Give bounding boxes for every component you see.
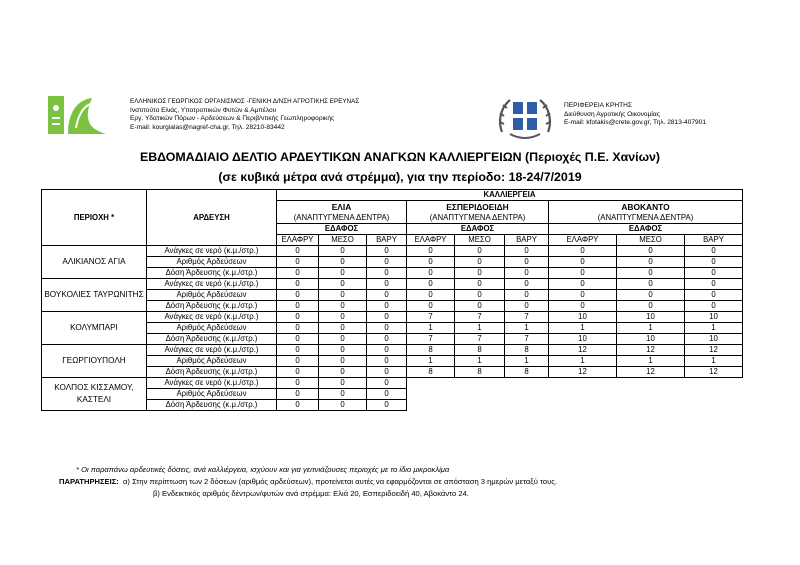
table-row: [42, 290, 743, 301]
remarks-label: ΠΑΡΑΤΗΡΗΣΕΙΣ:: [59, 477, 119, 486]
value-cell: 12: [617, 367, 685, 378]
crop-name-olive: ΕΛΙΑ: [277, 201, 407, 214]
value-cell: 12: [549, 345, 617, 356]
region-header-text: [564, 102, 706, 128]
value-cell: 10: [617, 334, 685, 345]
crop-name-citrus: ΕΣΠΕΡΙΔΟΕΙΔΗ: [407, 201, 549, 214]
value-cell: 0: [505, 301, 549, 312]
irrigation-column-header: ΑΡΔΕΥΣΗ: [147, 190, 277, 246]
value-cell: 0: [549, 268, 617, 279]
header-left-line: E-mail: kourgialas@nagref-cha.gr, Τηλ. 28210-83442: [130, 123, 285, 131]
value-cell: 0: [367, 378, 407, 389]
header-right-line: ΠΕΡΙΦΕΡΕΙΑ ΚΡΗΤΗΣ: [564, 102, 632, 109]
value-cell: 0: [617, 268, 685, 279]
header-left-line: Ινστιτούτο Ελιάς, Υποτροπικών Φυτών & Αμπέλου: [130, 106, 277, 114]
value-cell: 0: [367, 301, 407, 312]
value-cell: 0: [455, 301, 505, 312]
table-row: [42, 389, 743, 400]
table-row: [42, 334, 743, 345]
table-row: [42, 257, 743, 268]
value-cell: 1: [685, 356, 743, 367]
metric-label: Δόση Άρδευσης (κ.μ./στρ.): [147, 400, 277, 411]
value-cell: 0: [319, 268, 367, 279]
metric-label: Αριθμός Αρδεύσεων: [147, 290, 277, 301]
empty-cell: [549, 400, 617, 411]
metric-label: Ανάγκες σε νερό (κ.μ./στρ.): [147, 345, 277, 356]
value-cell: 0: [685, 290, 743, 301]
crops-header: ΚΑΛΛΙΕΡΓΕΙΑ: [277, 190, 743, 201]
value-cell: 1: [617, 323, 685, 334]
institute-header: [46, 94, 466, 136]
value-cell: 1: [407, 356, 455, 367]
value-cell: 0: [319, 323, 367, 334]
metric-label: Αριθμός Αρδεύσεων: [147, 356, 277, 367]
table-row: [42, 400, 743, 411]
value-cell: 0: [617, 257, 685, 268]
value-cell: 1: [549, 356, 617, 367]
value-cell: 0: [319, 367, 367, 378]
value-cell: 7: [407, 334, 455, 345]
value-cell: 0: [277, 279, 319, 290]
crop-subtitle: (ΑΝΑΠΤΥΓΜΕΝΑ ΔΕΝΤΡΑ): [407, 213, 549, 224]
soil-type-header: ΒΑΡΥ: [367, 235, 407, 246]
metric-label: Ανάγκες σε νερό (κ.μ./στρ.): [147, 312, 277, 323]
value-cell: 0: [319, 279, 367, 290]
soil-type-header: ΕΛΑΦΡΥ: [277, 235, 319, 246]
soil-type-header: ΒΑΡΥ: [505, 235, 549, 246]
value-cell: 0: [277, 367, 319, 378]
value-cell: 0: [549, 279, 617, 290]
header-left-line: Εργ. Υδατικών Πόρων - Αρδεύσεων & Περιβ/ντικής Γεωπληροφορικής: [130, 115, 335, 123]
table-row: [42, 345, 743, 356]
footnote: * Οι παραπάνω αρδευτικές δόσεις, ανά καλλιέργεια, ισχύουν και για γειτνιάζουσες περιοχές με το ίδιο μικροκλίμα: [76, 465, 450, 474]
header-left-line: ΕΛΛΗΝΙΚΟΣ ΓΕΩΡΓΙΚΟΣ ΟΡΓΑΝΙΣΜΟΣ -ΓΕΝΙΚΗ Δ/ΝΣΗ ΑΓΡΟΤΙΚΗΣ ΕΡΕΥΝΑΣ: [130, 98, 360, 105]
table-row: [42, 301, 743, 312]
value-cell: 0: [319, 345, 367, 356]
value-cell: 0: [455, 290, 505, 301]
value-cell: 0: [407, 279, 455, 290]
value-cell: 12: [685, 367, 743, 378]
value-cell: 7: [505, 312, 549, 323]
value-cell: 0: [319, 290, 367, 301]
value-cell: 10: [549, 312, 617, 323]
region-name: ΓΕΩΡΓΙΟΥΠΟΛΗ: [42, 345, 147, 378]
value-cell: 0: [455, 279, 505, 290]
value-cell: 0: [617, 301, 685, 312]
metric-label: Ανάγκες σε νερό (κ.μ./στρ.): [147, 378, 277, 389]
region-name: ΚΟΛΠΟΣ ΚΙΣΣΑΜΟΥ, ΚΑΣΤΕΛΙ: [42, 378, 147, 411]
value-cell: 0: [505, 290, 549, 301]
value-cell: 0: [277, 290, 319, 301]
metric-label: Δόση Άρδευσης (κ.μ./στρ.): [147, 334, 277, 345]
value-cell: 0: [505, 246, 549, 257]
value-cell: 0: [685, 257, 743, 268]
value-cell: 7: [455, 312, 505, 323]
empty-cell: [685, 378, 743, 389]
value-cell: 0: [549, 257, 617, 268]
table-row: [42, 279, 743, 290]
value-cell: 0: [367, 345, 407, 356]
value-cell: 0: [319, 400, 367, 411]
soil-type-header: ΕΛΑΦΡΥ: [549, 235, 617, 246]
table-row: [42, 367, 743, 378]
table-row: [42, 246, 743, 257]
table-row: [42, 312, 743, 323]
value-cell: 8: [455, 367, 505, 378]
value-cell: 0: [277, 268, 319, 279]
remark-b: β) Ενδεικτικός αριθμός δέντρων/φυτών ανά στρέμμα: Ελιά 20, Εσπεριδοειδή 40, Αβοκάντο 24.: [153, 489, 469, 498]
empty-cell: [407, 400, 455, 411]
metric-label: Δόση Άρδευσης (κ.μ./στρ.): [147, 367, 277, 378]
value-cell: 10: [617, 312, 685, 323]
table-row: [42, 356, 743, 367]
greek-seal-icon: [496, 94, 554, 142]
value-cell: 1: [505, 356, 549, 367]
empty-cell: [407, 389, 455, 400]
table-row: [42, 323, 743, 334]
value-cell: 0: [319, 312, 367, 323]
table-row: [42, 378, 743, 389]
table-row: [42, 268, 743, 279]
document-subtitle: (σε κυβικά μέτρα ανά στρέμμα), για την περίοδο: 18-24/7/2019: [218, 170, 582, 184]
value-cell: 0: [277, 323, 319, 334]
empty-cell: [549, 378, 617, 389]
header-right-line: E-mail: kfotakis@crete.gov.gr, Τηλ. 2813-407901: [564, 119, 707, 127]
value-cell: 12: [549, 367, 617, 378]
value-cell: 0: [367, 334, 407, 345]
value-cell: 0: [685, 246, 743, 257]
crop-name-avocado: ΑΒΟΚΑΝΤΟ: [549, 201, 743, 214]
value-cell: 1: [407, 323, 455, 334]
empty-cell: [685, 400, 743, 411]
value-cell: 0: [367, 268, 407, 279]
region-name: ΒΟΥΚΟΛΙΕΣ ΤΑΥΡΩΝΙΤΗΣ: [42, 279, 147, 312]
value-cell: 0: [277, 356, 319, 367]
value-cell: 0: [367, 290, 407, 301]
value-cell: 0: [277, 378, 319, 389]
value-cell: 1: [505, 323, 549, 334]
empty-cell: [617, 389, 685, 400]
value-cell: 0: [685, 279, 743, 290]
value-cell: 0: [549, 301, 617, 312]
value-cell: 0: [319, 389, 367, 400]
soil-type-header: ΜΕΣΟ: [617, 235, 685, 246]
region-column-header: ΠΕΡΙΟΧΗ *: [42, 190, 147, 246]
header-right-line: Διεύθυνση Αγροτικής Οικονομίας: [564, 110, 660, 118]
value-cell: 0: [319, 334, 367, 345]
value-cell: 0: [367, 400, 407, 411]
value-cell: 8: [407, 367, 455, 378]
value-cell: 0: [407, 268, 455, 279]
empty-cell: [407, 378, 455, 389]
value-cell: 0: [455, 268, 505, 279]
value-cell: 0: [277, 312, 319, 323]
soil-header: ΕΔΑΦΟΣ: [407, 224, 549, 235]
value-cell: 0: [367, 367, 407, 378]
value-cell: 1: [685, 323, 743, 334]
crop-subtitle: (ΑΝΑΠΤΥΓΜΕΝΑ ΔΕΝΤΡΑ): [277, 213, 407, 224]
value-cell: 0: [277, 389, 319, 400]
institute-header-text: [130, 98, 359, 132]
remark-a-line: [59, 476, 557, 488]
value-cell: 0: [277, 334, 319, 345]
value-cell: 1: [617, 356, 685, 367]
soil-type-header: ΜΕΣΟ: [455, 235, 505, 246]
soil-type-header: ΒΑΡΥ: [685, 235, 743, 246]
value-cell: 8: [407, 345, 455, 356]
value-cell: 0: [277, 301, 319, 312]
value-cell: 0: [617, 290, 685, 301]
value-cell: 8: [505, 345, 549, 356]
value-cell: 0: [549, 290, 617, 301]
soil-header: ΕΔΑΦΟΣ: [277, 224, 407, 235]
metric-label: Ανάγκες σε νερό (κ.μ./στρ.): [147, 246, 277, 257]
region-header: [496, 94, 776, 142]
value-cell: 0: [367, 279, 407, 290]
value-cell: 0: [407, 301, 455, 312]
value-cell: 0: [319, 378, 367, 389]
empty-cell: [505, 389, 549, 400]
region-name: ΚΟΛΥΜΠΑΡΙ: [42, 312, 147, 345]
value-cell: 0: [277, 246, 319, 257]
metric-label: Ανάγκες σε νερό (κ.μ./στρ.): [147, 279, 277, 290]
empty-cell: [505, 400, 549, 411]
soil-type-header: ΜΕΣΟ: [319, 235, 367, 246]
value-cell: 10: [685, 312, 743, 323]
value-cell: 0: [367, 312, 407, 323]
value-cell: 1: [455, 323, 505, 334]
metric-label: Δόση Άρδευσης (κ.μ./στρ.): [147, 268, 277, 279]
value-cell: 0: [367, 246, 407, 257]
value-cell: 8: [505, 367, 549, 378]
value-cell: 0: [617, 246, 685, 257]
value-cell: 7: [455, 334, 505, 345]
value-cell: 0: [277, 345, 319, 356]
value-cell: 0: [407, 290, 455, 301]
value-cell: 12: [617, 345, 685, 356]
value-cell: 0: [367, 323, 407, 334]
value-cell: 0: [277, 400, 319, 411]
metric-label: Δόση Άρδευσης (κ.μ./στρ.): [147, 301, 277, 312]
value-cell: 0: [319, 356, 367, 367]
empty-cell: [549, 389, 617, 400]
value-cell: 0: [455, 257, 505, 268]
value-cell: 0: [617, 279, 685, 290]
value-cell: 0: [367, 356, 407, 367]
remark-a: α) Στην περίπτωση των 2 δόσεων (αριθμός αρδεύσεων), προτείνεται αυτές να εφαρμόζονται σε απόσταση 3 ημερών μεταξύ τους.: [123, 477, 558, 486]
empty-cell: [455, 378, 505, 389]
value-cell: 0: [685, 301, 743, 312]
value-cell: 10: [549, 334, 617, 345]
value-cell: 0: [319, 301, 367, 312]
value-cell: 0: [549, 246, 617, 257]
empty-cell: [455, 400, 505, 411]
empty-cell: [505, 378, 549, 389]
value-cell: 0: [277, 257, 319, 268]
value-cell: 10: [685, 334, 743, 345]
value-cell: 0: [455, 246, 505, 257]
value-cell: 0: [505, 279, 549, 290]
region-name: ΑΛΙΚΙΑΝΟΣ ΑΓΙΑ: [42, 246, 147, 279]
empty-cell: [455, 389, 505, 400]
value-cell: 0: [367, 257, 407, 268]
value-cell: 0: [407, 246, 455, 257]
elgo-logo-icon: [46, 94, 110, 136]
value-cell: 0: [685, 268, 743, 279]
value-cell: 12: [685, 345, 743, 356]
value-cell: 0: [319, 257, 367, 268]
soil-type-header: ΕΛΑΦΡΥ: [407, 235, 455, 246]
value-cell: 0: [407, 257, 455, 268]
metric-label: Αριθμός Αρδεύσεων: [147, 389, 277, 400]
document-title: ΕΒΔΟΜΑΔΙΑΙΟ ΔΕΛΤΙΟ ΑΡΔΕΥΤΙΚΩΝ ΑΝΑΓΚΩΝ ΚΑΛΛΙΕΡΓΕΙΩΝ (Περιοχές Π.Ε. Χανίων): [139, 150, 661, 164]
value-cell: 0: [505, 268, 549, 279]
irrigation-table: [41, 189, 743, 411]
empty-cell: [617, 378, 685, 389]
metric-label: Αριθμός Αρδεύσεων: [147, 257, 277, 268]
soil-header: ΕΔΑΦΟΣ: [549, 224, 743, 235]
empty-cell: [617, 400, 685, 411]
crop-subtitle: (ΑΝΑΠΤΥΓΜΕΝΑ ΔΕΝΤΡΑ): [549, 213, 743, 224]
value-cell: 7: [407, 312, 455, 323]
metric-label: Αριθμός Αρδεύσεων: [147, 323, 277, 334]
value-cell: 8: [455, 345, 505, 356]
value-cell: 1: [549, 323, 617, 334]
value-cell: 0: [505, 257, 549, 268]
empty-cell: [685, 389, 743, 400]
value-cell: 7: [505, 334, 549, 345]
value-cell: 0: [319, 246, 367, 257]
value-cell: 0: [367, 389, 407, 400]
value-cell: 1: [455, 356, 505, 367]
